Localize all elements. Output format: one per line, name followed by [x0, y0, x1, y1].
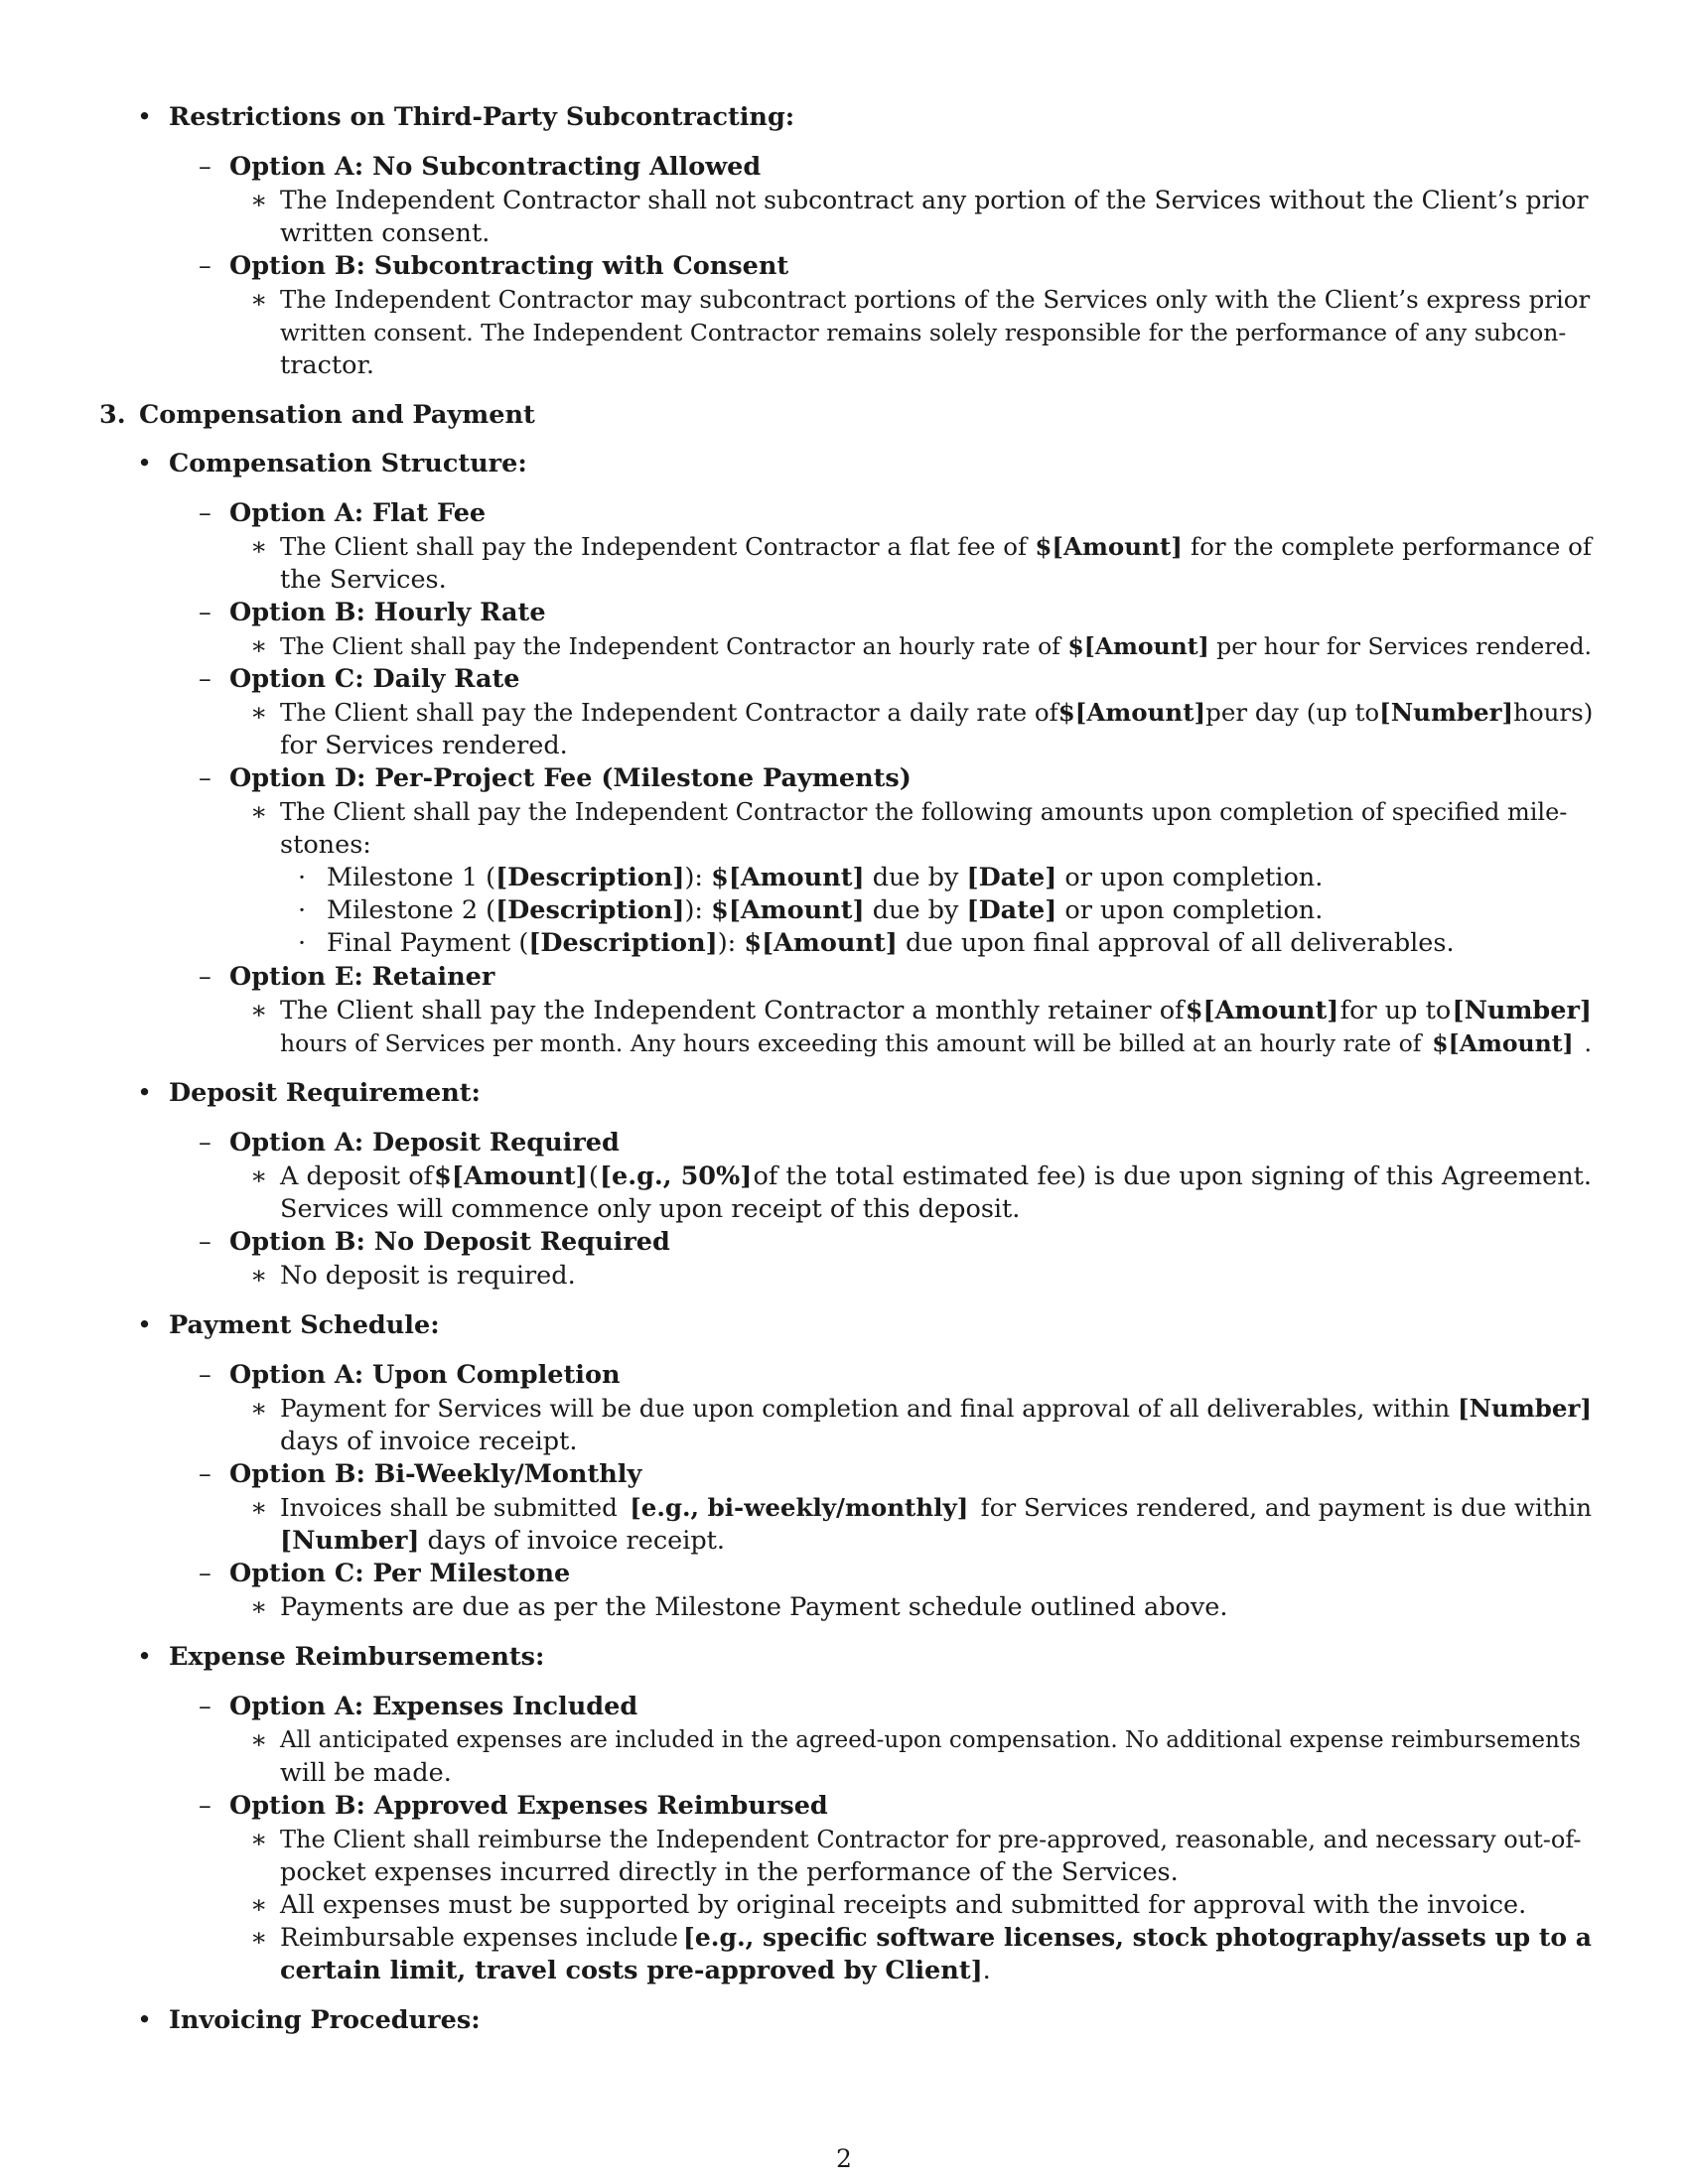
page-number: 2 [836, 2144, 852, 2173]
number-placeholder: [Number] [1458, 1394, 1592, 1423]
amount-placeholder: $[Amount] [744, 928, 898, 958]
star-marker: ∗ [250, 186, 268, 215]
text-fragment: The Client shall pay the Independent Contractor a daily rate of [280, 698, 1058, 727]
amount-placeholder: $[Amount] [434, 1161, 588, 1191]
expenses-option-a-title: Option A: Expenses Included [229, 1692, 638, 1721]
text-fragment: for Services rendered, and payment is due within [980, 1493, 1592, 1522]
deposit-option-a-line1 [280, 1160, 1592, 1193]
dash-marker: – [199, 152, 211, 182]
dash-marker: – [199, 962, 211, 992]
comp-option-e-line1 [280, 994, 1592, 1027]
comp-option-a-line2: the Services. [280, 565, 447, 595]
comp-option-a-title: Option A: Flat Fee [229, 498, 487, 528]
expenses-option-b-line5 [280, 1954, 991, 1987]
frequency-placeholder: [e.g., bi-weekly/monthly] [630, 1493, 969, 1522]
amount-placeholder: $[Amount] [1067, 632, 1209, 660]
text-fragment: or upon completion. [1056, 895, 1324, 925]
dash-marker: – [199, 1459, 211, 1489]
sub-option-a-line1: The Independent Contractor shall not subcontract any portion of the Services without the Client’s prior [280, 186, 1589, 214]
text-fragment: or upon completion. [1056, 863, 1324, 892]
dash-marker: – [199, 1360, 211, 1390]
comp-option-e-title: Option E: Retainer [229, 962, 495, 992]
amount-placeholder: $[Amount] [1035, 532, 1183, 561]
star-marker: ∗ [250, 1261, 268, 1291]
description-placeholder: [Description] [495, 895, 685, 925]
text-fragment: Final Payment ( [327, 928, 529, 958]
text-fragment: due by [864, 863, 967, 892]
text-fragment: . [982, 1956, 991, 1985]
star-marker: ∗ [250, 285, 268, 315]
text-fragment: for up to [1339, 996, 1452, 1025]
text-fragment: ): [684, 895, 712, 925]
dash-marker: – [199, 251, 211, 281]
text-fragment: The Client shall pay the Independent Contractor a monthly retainer of [280, 996, 1185, 1025]
dash-marker: – [199, 1128, 211, 1158]
schedule-option-c-line1: Payments are due as per the Milestone Payment schedule outlined above. [280, 1592, 1228, 1622]
star-marker: ∗ [250, 1493, 268, 1523]
final-payment [327, 926, 1455, 960]
star-marker: ∗ [250, 1394, 268, 1424]
expenses-option-a-line2: will be made. [280, 1758, 452, 1788]
dash-marker: – [199, 763, 211, 793]
dash-marker: – [199, 1692, 211, 1721]
text-fragment: Milestone 1 ( [327, 863, 496, 892]
comp-option-d-line2: stones: [280, 830, 371, 860]
expenses-option-b-line1: The Client shall reimburse the Independent Contractor for pre-approved, reasonable, and necessary out-of- [280, 1826, 1582, 1853]
star-marker: ∗ [250, 631, 268, 661]
text-fragment: of the total estimated fee) is due upon signing of this Agreement. [753, 1161, 1592, 1191]
description-placeholder: [Description] [495, 863, 685, 892]
comp-option-b-line1 [280, 629, 1592, 663]
comp-option-e-line2 [280, 1026, 1592, 1060]
text-fragment: The Client shall pay the Independent Contractor an hourly rate of [280, 632, 1060, 660]
text-fragment: for the complete performance of [1191, 532, 1592, 561]
schedule-option-b-title: Option B: Bi-Weekly/Monthly [229, 1459, 642, 1489]
text-fragment: ( [588, 1161, 599, 1191]
dash-marker: – [199, 1227, 211, 1257]
deposit-option-a-title: Option A: Deposit Required [229, 1128, 620, 1158]
schedule-option-a-line2: days of invoice receipt. [280, 1427, 578, 1456]
bullet-marker: • [137, 102, 153, 132]
expenses-option-b-title: Option B: Approved Expenses Reimbursed [229, 1791, 828, 1821]
comp-option-d-line1: The Client shall pay the Independent Contractor the following amounts upon completion of specified mile- [280, 798, 1568, 826]
deposit-heading: Deposit Requirement: [169, 1078, 481, 1108]
schedule-option-a-title: Option A: Upon Completion [229, 1360, 621, 1390]
bullet-marker: • [137, 1310, 153, 1340]
amount-placeholder: $[Amount] [1057, 698, 1206, 727]
amount-placeholder: $[Amount] [711, 895, 865, 925]
sub-option-a-line2: written consent. [280, 218, 491, 248]
number-placeholder: [Number] [280, 1526, 420, 1556]
examples-placeholder: [e.g., specific software licenses, stock photography/assets up to a [683, 1923, 1592, 1952]
expenses-heading: Expense Reimbursements: [169, 1642, 545, 1672]
comp-option-a-line1 [280, 530, 1592, 564]
bullet-marker: • [137, 1642, 153, 1672]
sub-option-a-title: Option A: No Subcontracting Allowed [229, 152, 762, 182]
amount-placeholder: $[Amount] [1185, 996, 1339, 1025]
dot-marker: · [298, 895, 307, 925]
text-fragment: . [1584, 1029, 1592, 1057]
bullet-marker: • [137, 2005, 153, 2035]
sub-option-b-line1: The Independent Contractor may subcontract portions of the Services only with the Client’s express prior [280, 285, 1591, 314]
star-marker: ∗ [250, 1890, 268, 1920]
text-fragment: Reimbursable expenses include [280, 1923, 679, 1952]
comp-option-c-line1 [280, 696, 1592, 730]
text-fragment: A deposit of [280, 1161, 433, 1191]
sub-option-b-title: Option B: Subcontracting with Consent [229, 251, 789, 281]
star-marker: ∗ [250, 532, 268, 562]
milestone-1 [327, 861, 1323, 894]
expenses-option-b-line4 [280, 1921, 1592, 1955]
deposit-option-a-line2: Services will commence only upon receipt of this deposit. [280, 1194, 1021, 1224]
bullet-marker: • [137, 449, 153, 478]
schedule-option-b-line1 [280, 1491, 1592, 1525]
subcontracting-heading: Restrictions on Third-Party Subcontracting: [169, 102, 795, 132]
expenses-option-b-line2: pocket expenses incurred directly in the performance of the Services. [280, 1857, 1179, 1887]
examples-placeholder: certain limit, travel costs pre-approved by Client] [280, 1956, 983, 1985]
number-placeholder: [Number] [1452, 996, 1592, 1025]
comp-option-b-title: Option B: Hourly Rate [229, 598, 546, 627]
description-placeholder: [Description] [528, 928, 718, 958]
date-placeholder: [Date] [966, 863, 1057, 892]
star-marker: ∗ [250, 1161, 268, 1191]
payment-schedule-heading: Payment Schedule: [169, 1310, 440, 1340]
text-fragment: per hour for Services rendered. [1216, 632, 1592, 660]
sub-option-b-line3: tractor. [280, 350, 375, 380]
star-marker: ∗ [250, 797, 268, 827]
expenses-option-a-line1: All anticipated expenses are included in the agreed-upon compensation. No additional expense reimbursements [280, 1727, 1581, 1753]
deposit-option-b-title: Option B: No Deposit Required [229, 1227, 670, 1257]
sub-option-b-line2: written consent. The Independent Contractor remains solely responsible for the performance of any subcon- [280, 319, 1567, 346]
dot-marker: · [298, 928, 307, 958]
text-fragment: The Client shall pay the Independent Contractor a flat fee of [280, 532, 1028, 561]
invoicing-heading: Invoicing Procedures: [169, 2005, 481, 2035]
dash-marker: – [199, 664, 211, 694]
comp-option-c-line2: for Services rendered. [280, 731, 568, 760]
schedule-option-c-title: Option C: Per Milestone [229, 1559, 571, 1588]
text-fragment: ): [684, 863, 712, 892]
star-marker: ∗ [250, 1825, 268, 1854]
star-marker: ∗ [250, 698, 268, 728]
expenses-option-b-line3: All expenses must be supported by original receipts and submitted for approval with the invoice. [280, 1890, 1527, 1920]
section-number: 3. [99, 400, 126, 430]
schedule-option-b-line2 [280, 1524, 725, 1558]
dash-marker: – [199, 598, 211, 627]
section-title: Compensation and Payment [139, 400, 535, 430]
text-fragment: Milestone 2 ( [327, 895, 496, 925]
text-fragment: ): [717, 928, 745, 958]
star-marker: ∗ [250, 1592, 268, 1622]
comp-option-c-title: Option C: Daily Rate [229, 664, 520, 694]
compensation-structure-heading: Compensation Structure: [169, 449, 527, 478]
milestone-2 [327, 893, 1323, 927]
dash-marker: – [199, 498, 211, 528]
text-fragment: hours of Services per month. Any hours exceeding this amount will be billed at an hourly rate of [280, 1029, 1422, 1057]
amount-placeholder: $[Amount] [711, 863, 865, 892]
dot-marker: · [298, 863, 307, 892]
text-fragment: per day (up to [1205, 698, 1380, 727]
text-fragment: due upon final approval of all deliverables. [897, 928, 1455, 958]
amount-placeholder: $[Amount] [1432, 1029, 1574, 1057]
text-fragment: due by [864, 895, 967, 925]
bullet-marker: • [137, 1078, 153, 1108]
number-placeholder: [Number] [1379, 698, 1514, 727]
star-marker: ∗ [250, 1923, 268, 1953]
schedule-option-a-line1 [280, 1392, 1592, 1426]
comp-option-d-title: Option D: Per-Project Fee (Milestone Payments) [229, 763, 912, 793]
dash-marker: – [199, 1791, 211, 1821]
text-fragment: hours) [1513, 698, 1594, 727]
star-marker: ∗ [250, 1725, 268, 1755]
text-fragment: Invoices shall be submitted [280, 1493, 618, 1522]
dash-marker: – [199, 1559, 211, 1588]
text-fragment: Payment for Services will be due upon completion and final approval of all deliverables, within [280, 1394, 1451, 1423]
percent-placeholder: [e.g., 50%] [599, 1161, 753, 1191]
date-placeholder: [Date] [966, 895, 1057, 925]
text-fragment: days of invoice receipt. [419, 1526, 726, 1556]
deposit-option-b-line1: No deposit is required. [280, 1261, 576, 1291]
star-marker: ∗ [250, 996, 268, 1025]
